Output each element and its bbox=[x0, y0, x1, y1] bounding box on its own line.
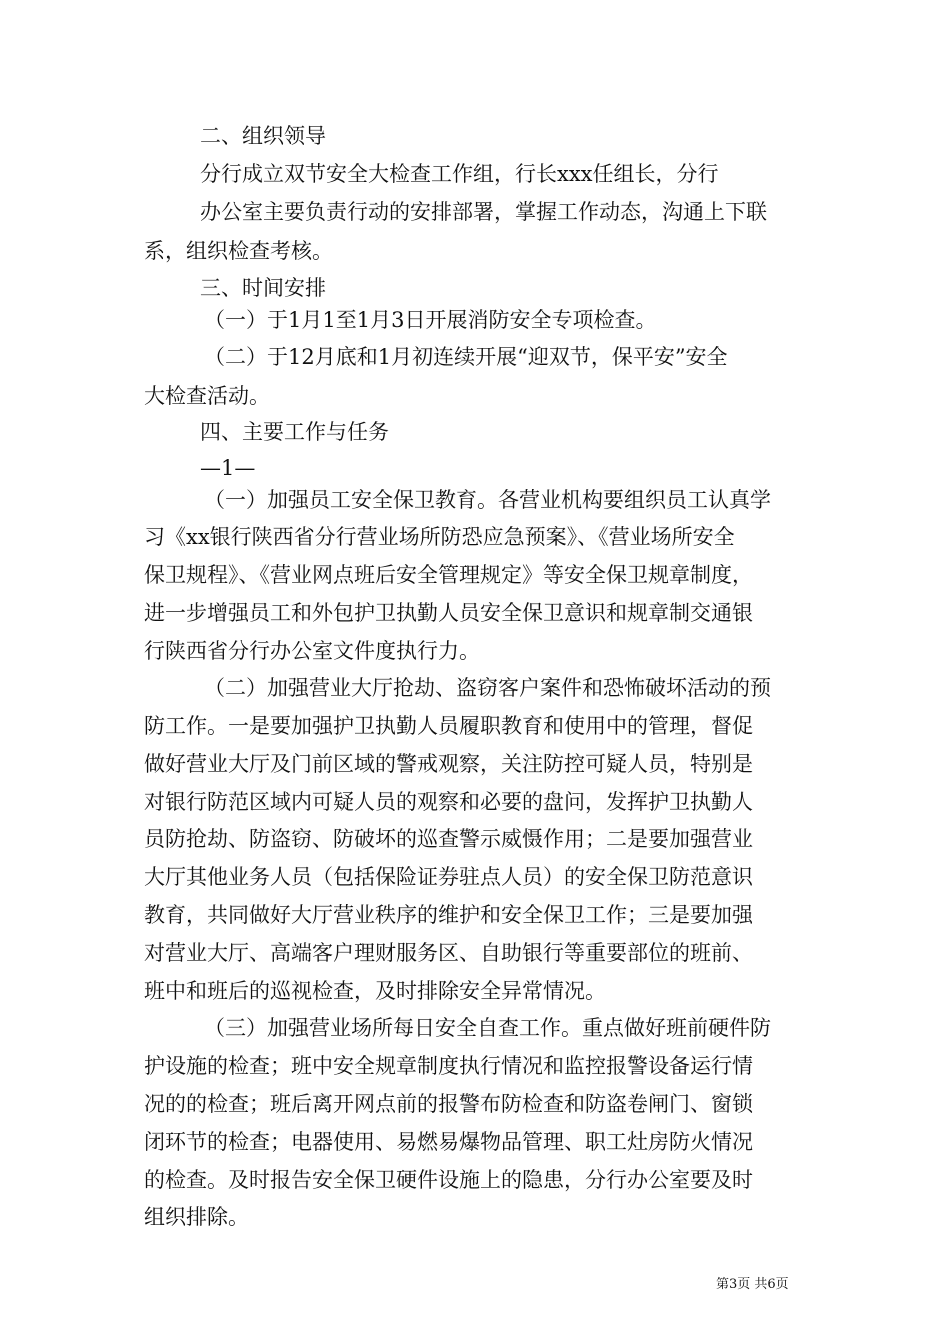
inline-page-marker: —1— bbox=[200, 456, 256, 480]
paragraph-line: 分行成立双节安全大检查工作组，行长xxx任组长，分行 bbox=[200, 162, 719, 186]
paragraph-line: 对营业大厅、高端客户理财服务区、自助银行等重要部位的班前、 bbox=[144, 941, 753, 965]
paragraph-line: 习《xx银行陕西省分行营业场所防恐应急预案》、《营业场所安全 bbox=[144, 525, 735, 549]
heading-schedule: 三、时间安排 bbox=[200, 276, 326, 300]
paragraph-line: 大检查活动。 bbox=[144, 384, 270, 408]
paragraph-line: 的检查。及时报告安全保卫硬件设施上的隐患，分行办公室要及时 bbox=[144, 1168, 753, 1192]
paragraph-line: 教育，共同做好大厅营业秩序的维护和安全保卫工作；三是要加强 bbox=[144, 903, 753, 927]
paragraph-line: （一）加强员工安全保卫教育。各营业机构要组织员工认真学 bbox=[204, 488, 771, 512]
schedule-item: （一）于1月1至1月3日开展消防安全专项检查。 bbox=[204, 308, 657, 332]
paragraph-line: 闭环节的检查；电器使用、易燃易爆物品管理、职工灶房防火情况 bbox=[144, 1130, 753, 1154]
schedule-item: （二）于12月底和1月初连续开展“迎双节，保平安”安全 bbox=[204, 345, 728, 369]
paragraph-line: 办公室主要负责行动的安排部署，掌握工作动态，沟通上下联 bbox=[200, 200, 767, 224]
paragraph-line: 员防抢劫、防盗窃、防破坏的巡查警示威慑作用；二是要加强营业 bbox=[144, 827, 753, 851]
heading-organization: 二、组织领导 bbox=[200, 124, 326, 148]
paragraph-line: （二）加强营业大厅抢劫、盗窃客户案件和恐怖破坏活动的预 bbox=[204, 676, 771, 700]
paragraph-line: 组织排除。 bbox=[144, 1205, 249, 1229]
paragraph-line: （三）加强营业场所每日安全自查工作。重点做好班前硬件防 bbox=[204, 1016, 771, 1040]
heading-tasks: 四、主要工作与任务 bbox=[200, 420, 389, 444]
paragraph-line: 做好营业大厅及门前区域的警戒观察，关注防控可疑人员，特别是 bbox=[144, 752, 753, 776]
paragraph-line: 对银行防范区域内可疑人员的观察和必要的盘问，发挥护卫执勤人 bbox=[144, 790, 753, 814]
paragraph-line: 护设施的检查；班中安全规章制度执行情况和监控报警设备运行情 bbox=[144, 1054, 753, 1078]
paragraph-line: 保卫规程》、《营业网点班后安全管理规定》等安全保卫规章制度， bbox=[144, 563, 753, 587]
page-number-footer: 第3页 共6页 bbox=[716, 1277, 789, 1292]
paragraph-line: 进一步增强员工和外包护卫执勤人员安全保卫意识和规章制交通银 bbox=[144, 601, 753, 625]
paragraph-line: 系，组织检查考核。 bbox=[144, 239, 333, 263]
paragraph-line: 班中和班后的巡视检查，及时排除安全异常情况。 bbox=[144, 979, 606, 1003]
paragraph-line: 大厅其他业务人员（包括保险证券驻点人员）的安全保卫防范意识 bbox=[144, 865, 753, 889]
paragraph-line: 行陕西省分行办公室文件度执行力。 bbox=[144, 639, 480, 663]
paragraph-line: 防工作。一是要加强护卫执勤人员履职教育和使用中的管理，督促 bbox=[144, 714, 753, 738]
paragraph-line: 况的的检查；班后离开网点前的报警布防检查和防盗卷闸门、窗锁 bbox=[144, 1092, 753, 1116]
